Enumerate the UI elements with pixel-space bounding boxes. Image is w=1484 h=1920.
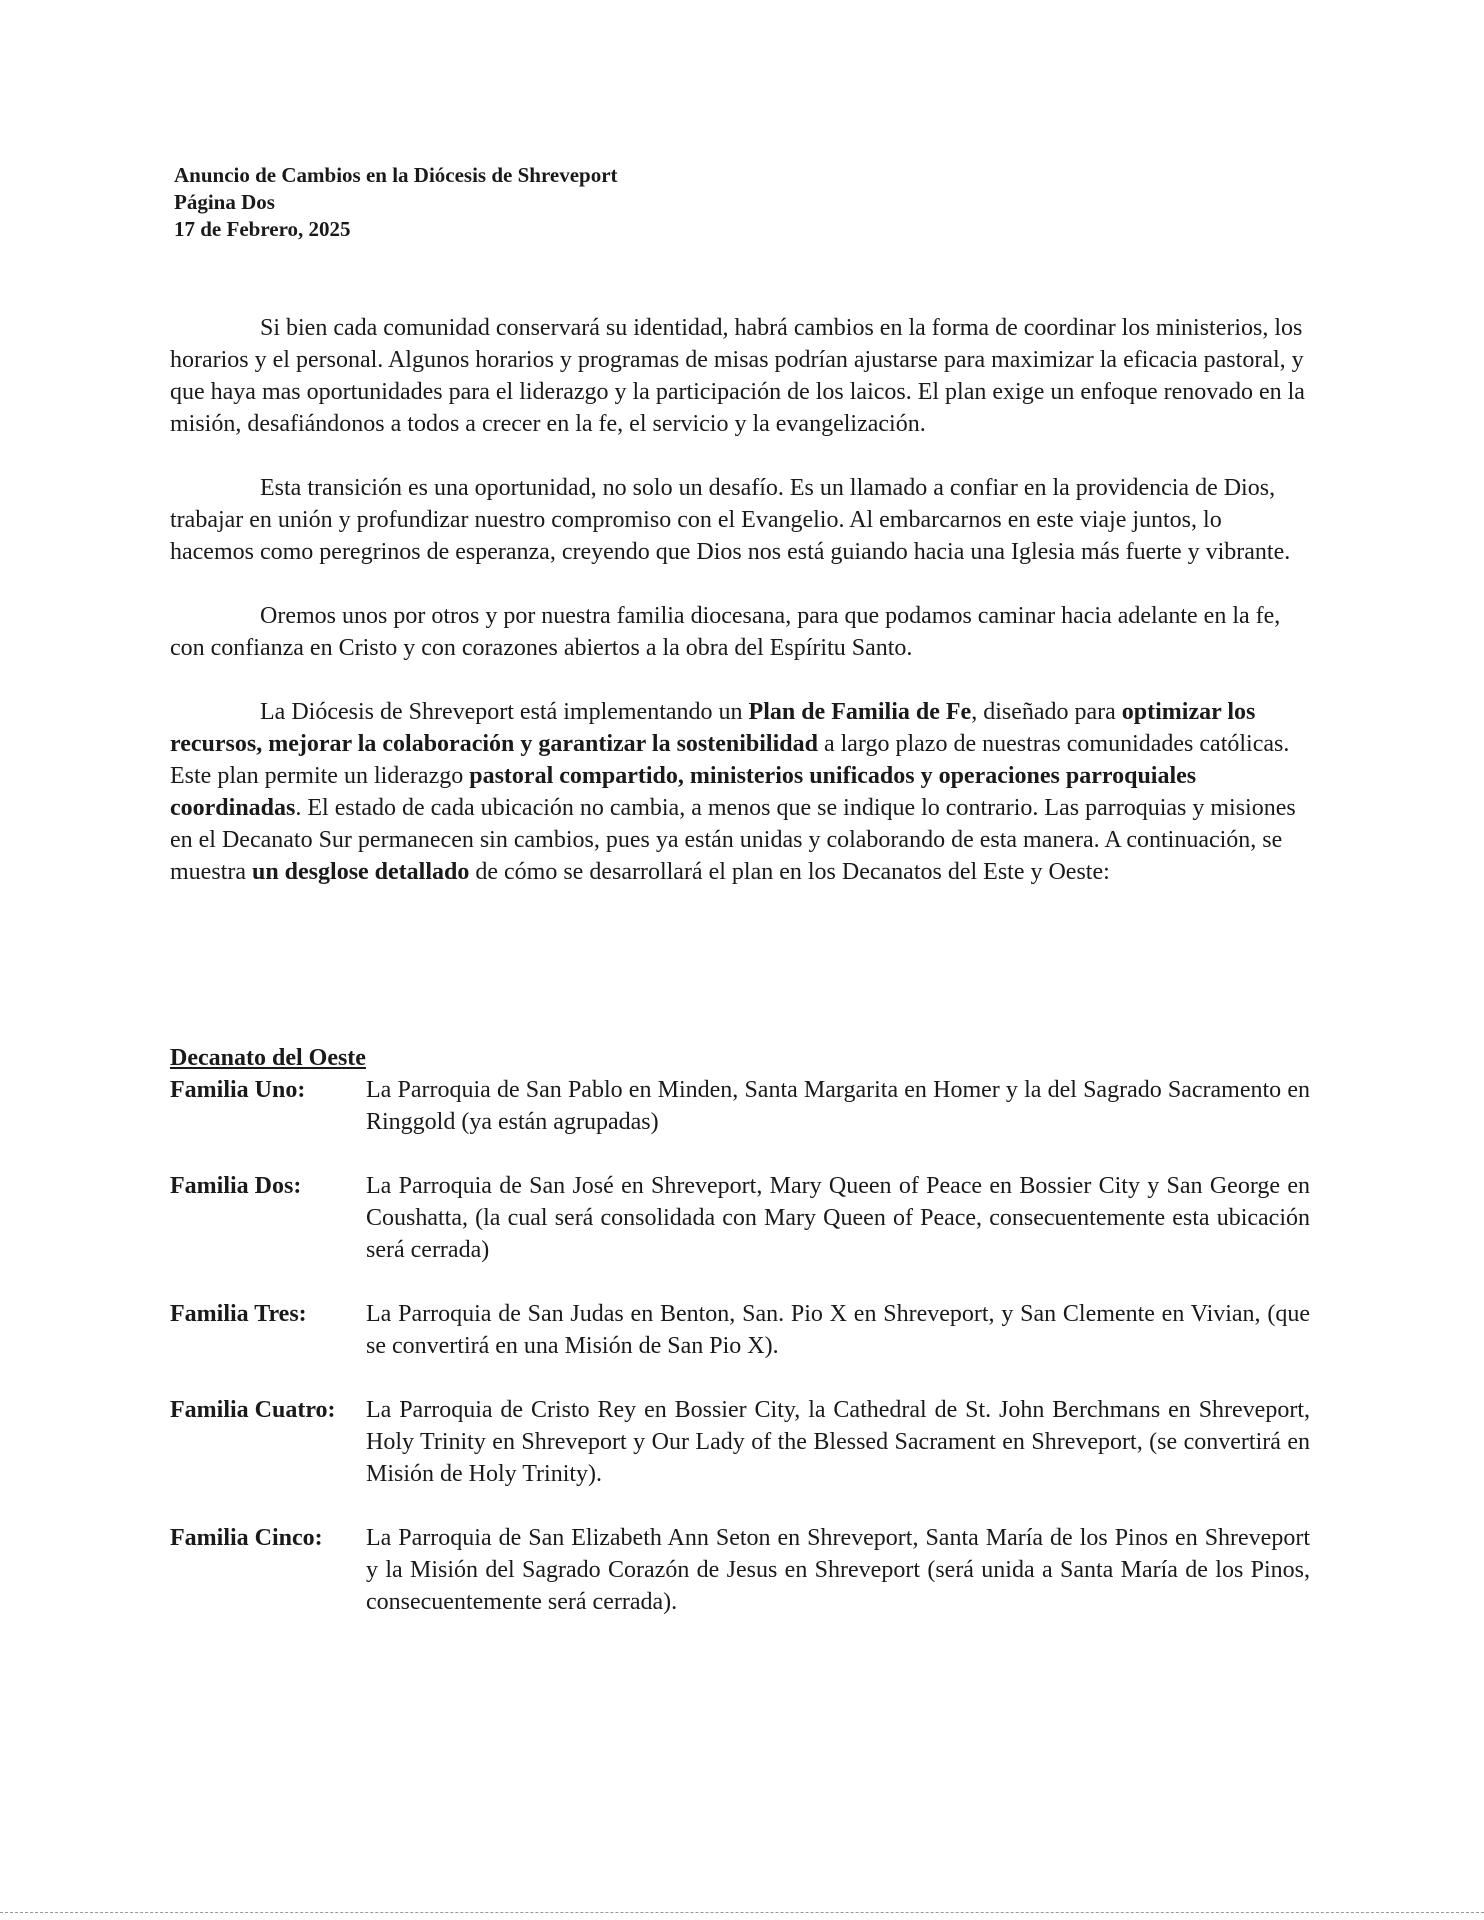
family-label: Familia Cuatro:: [170, 1397, 336, 1423]
family-label: Familia Dos:: [170, 1173, 302, 1199]
paragraph-4: [170, 696, 1308, 888]
p4-text-4: . El estado de cada ubicación no cambia, a menos que se indique lo contrario. Las parroquias y misiones en el Decanato Sur permanecen sin cambios, pues ya están unidas y colaborando de esta manera. A continuación, se muestra: [170, 795, 1296, 885]
family-description: La Parroquia de San José en Shreveport, Mary Queen of Peace en Bossier City y San George en Coushatta, (la cual será consolidada con Mary Queen of Peace, consecuentemente esta ubicación será cerrada): [366, 1173, 1310, 1263]
p4-bold-1: Plan de Familia de Fe: [748, 699, 972, 725]
page-bottom-rule: [0, 1912, 1484, 1913]
p4-text-3: a largo plazo de nuestras comunidades católicas. Este plan permite un liderazgo: [170, 731, 1290, 789]
family-description: La Parroquia de Cristo Rey en Bossier City, la Cathedral de St. John Berchmans en Shreveport, Holy Trinity en Shreveport y Our Lady of the Blessed Sacrament en Shreveport, (se convertirá en Misión de Holy Trinity).: [366, 1397, 1310, 1487]
paragraph-1: Si bien cada comunidad conservará su identidad, habrá cambios en la forma de coordinar los ministerios, los horarios y el personal. Algunos horarios y programas de misas podrían ajustarse para maximizar la eficacia pastoral, y que haya mas oportunidades para el liderazgo y la participación de los laicos. El plan exige un enfoque renovado en la misión, desafiándonos a todos a crecer en la fe, el servicio y la evangelización.: [170, 315, 1305, 437]
family-item: [170, 1394, 1310, 1490]
p4-text-2: , diseñado para: [971, 699, 1122, 725]
deanery-section: [170, 1042, 1310, 1650]
p4-text-5: de cómo se desarrollará el plan en los Decanatos del Este y Oeste:: [469, 859, 1110, 885]
p4-text-1: La Diócesis de Shreveport está implementando un: [260, 699, 749, 725]
family-item: [170, 1298, 1310, 1362]
family-description: La Parroquia de San Judas en Benton, San. Pio X en Shreveport, y San Clemente en Vivian, (que se convertirá en una Misión de San Pio X).: [366, 1301, 1310, 1359]
family-label: Familia Tres:: [170, 1301, 307, 1327]
family-description: La Parroquia de San Elizabeth Ann Seton en Shreveport, Santa María de los Pinos en Shreveport y la Misión del Sagrado Corazón de Jesus en Shreveport (será unida a Santa María de los Pinos, consecuentemente será cerrada).: [366, 1525, 1310, 1615]
letter-body: [170, 312, 1308, 920]
section-title: Decanato del Oeste: [170, 1045, 366, 1071]
paragraph-3: Oremos unos por otros y por nuestra familia diocesana, para que podamos caminar hacia adelante en la fe, con confianza en Cristo y con corazones abiertos a la obra del Espíritu Santo.: [170, 603, 1281, 661]
header-page-label: Página Dos: [174, 190, 275, 214]
p4-bold-3: pastoral compartido, ministerios unificados y operaciones parroquiales coordinadas: [170, 763, 1197, 821]
family-description: La Parroquia de San Pablo en Minden, Santa Margarita en Homer y la del Sagrado Sacramento en Ringgold (ya están agrupadas): [366, 1077, 1310, 1135]
header-date: 17 de Febrero, 2025: [174, 217, 351, 241]
paragraph-2: Esta transición es una oportunidad, no solo un desafío. Es un llamado a confiar en la providencia de Dios, trabajar en unión y profundizar nuestro compromiso con el Evangelio. Al embarcarnos en este viaje juntos, lo hacemos como peregrinos de esperanza, creyendo que Dios nos está guiando hacia una Iglesia más fuerte y vibrante.: [170, 475, 1291, 565]
family-item: [170, 1074, 1310, 1138]
letter-header: [174, 162, 618, 243]
family-item: [170, 1170, 1310, 1266]
family-label: Familia Uno:: [170, 1077, 306, 1103]
family-item: [170, 1522, 1310, 1618]
family-label: Familia Cinco:: [170, 1525, 323, 1551]
p4-bold-2: optimizar los recursos, mejorar la colaboración y garantizar la sostenibilidad: [170, 699, 1256, 757]
p4-bold-4: un desglose detallado: [251, 859, 470, 885]
header-title: Anuncio de Cambios en la Diócesis de Shreveport: [174, 163, 618, 187]
